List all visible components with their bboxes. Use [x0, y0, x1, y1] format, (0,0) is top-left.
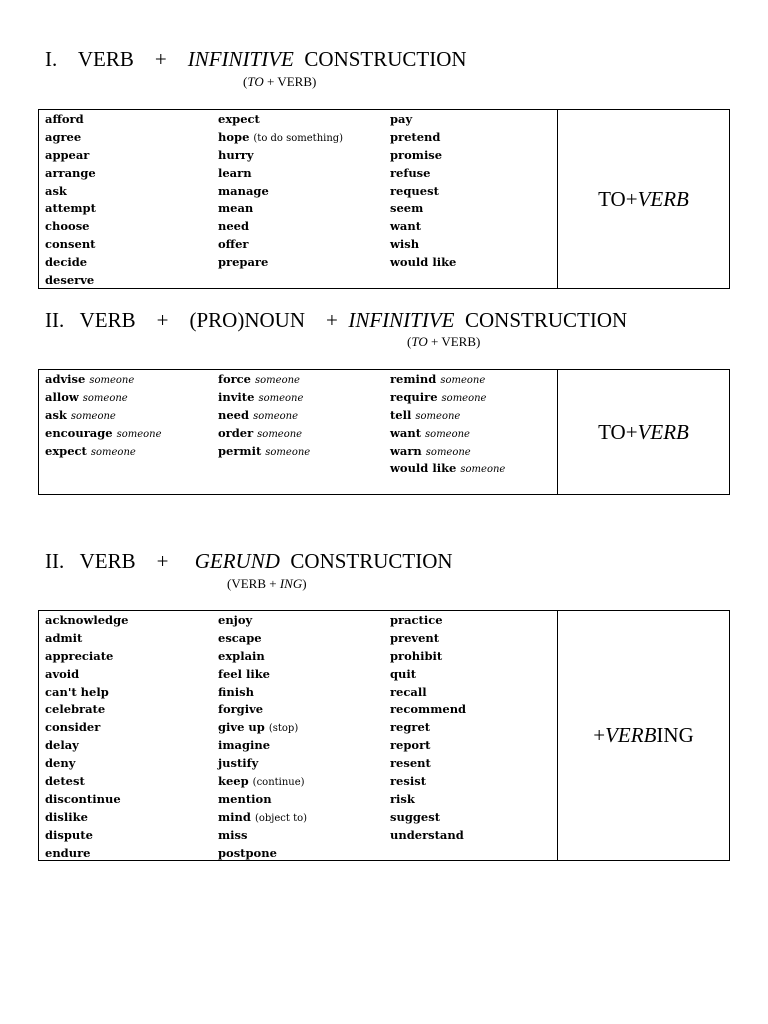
section1-plus: +: [154, 47, 167, 71]
section2-construction: CONSTRUCTION: [464, 308, 628, 332]
verb-list-item: [45, 165, 96, 183]
verb-list-item: [45, 254, 96, 272]
verb-word: expect: [218, 112, 260, 126]
verb-note: someone: [441, 392, 487, 404]
verb-list-item: [45, 183, 96, 201]
verb-list-item: [45, 129, 96, 147]
verb-list-item: [45, 755, 128, 773]
verb-list-item: [45, 701, 128, 719]
verb-word: encourage: [45, 425, 113, 440]
verb-list-item: [390, 827, 466, 845]
verb-list-item: [218, 147, 343, 165]
verb-note: someone: [425, 428, 470, 440]
verb-list-item: [45, 389, 162, 407]
verb-word: decide: [45, 255, 88, 270]
verb-note: someone: [253, 410, 298, 422]
verb-word: hope: [218, 129, 250, 144]
verb-list-item: [45, 684, 128, 702]
verb-word: want: [390, 219, 422, 234]
formula-plus: +: [593, 723, 606, 747]
verb-word: allow: [45, 389, 79, 404]
verb-word: forgive: [218, 702, 264, 717]
verb-word: prevent: [390, 630, 440, 645]
verb-word: dispute: [45, 827, 93, 842]
verb-word: resist: [390, 774, 427, 789]
verb-word: delay: [45, 738, 79, 753]
section1-sub-open: (: [243, 74, 248, 89]
verb-word: explain: [218, 648, 265, 663]
verb-list-item: [390, 737, 466, 755]
verb-word: imagine: [218, 738, 271, 753]
verb-list-item: [390, 719, 466, 737]
section2-plus-2: +: [325, 308, 338, 332]
verb-list-item: [218, 200, 343, 218]
verb-word: recall: [390, 684, 427, 699]
verb-word: seem: [390, 201, 424, 216]
verb-list-item: [390, 630, 466, 648]
verb-list-item: [45, 236, 96, 254]
verb-word: deserve: [45, 273, 95, 288]
verb-list-item: [45, 200, 96, 218]
formula-verb: VERB: [637, 186, 689, 211]
verb-word: afford: [45, 112, 84, 126]
verb-list-item: [218, 666, 307, 684]
verb-word: learn: [218, 165, 252, 180]
section1-column-2: [218, 111, 343, 272]
section2-column-3: [390, 371, 505, 478]
verb-word: dislike: [45, 809, 88, 824]
verb-list-item: [390, 684, 466, 702]
verb-word: acknowledge: [45, 613, 129, 627]
verb-list-item: [218, 791, 307, 809]
verb-note: someone: [116, 428, 162, 440]
verb-list-item: [218, 827, 307, 845]
section3-gerund: GERUND: [194, 549, 280, 573]
verb-word: hurry: [218, 147, 254, 162]
verb-word: want: [390, 425, 422, 440]
section3-sub-open: (VERB +: [227, 576, 280, 591]
verb-word: need: [218, 407, 250, 422]
verb-word: mind: [218, 809, 251, 824]
verb-word: celebrate: [45, 702, 106, 717]
verb-word: choose: [45, 219, 90, 234]
verb-list-item: [218, 737, 307, 755]
verb-list-item: [45, 407, 162, 425]
verb-word: ask: [45, 183, 67, 198]
section1-subheading: [243, 75, 316, 88]
verb-list-item: [390, 254, 456, 272]
verb-word: prohibit: [390, 648, 443, 663]
verb-word: require: [390, 389, 438, 404]
verb-word: agree: [45, 129, 82, 144]
verb-list-item: [218, 755, 307, 773]
verb-list-item: [390, 809, 466, 827]
verb-word: force: [218, 372, 251, 386]
verb-word: regret: [390, 720, 431, 735]
section2-column-1: [45, 371, 162, 460]
formula-verb: VERB: [637, 419, 689, 444]
verb-word: attempt: [45, 201, 96, 216]
verb-list-item: [390, 791, 466, 809]
section2-plus: +: [156, 308, 169, 332]
verb-word: practice: [390, 613, 443, 627]
verb-word: resent: [390, 756, 431, 771]
verb-note: someone: [425, 446, 471, 458]
verb-note: (object to): [254, 812, 308, 824]
verb-word: warn: [390, 443, 422, 458]
verb-list-item: [390, 666, 466, 684]
verb-list-item: [218, 648, 307, 666]
verb-list-item: [390, 701, 466, 719]
verb-word: mention: [218, 791, 272, 806]
verb-list-item: [218, 165, 343, 183]
verb-word: endure: [45, 845, 91, 860]
verb-list-item: [390, 389, 505, 407]
verb-list-item: [45, 719, 128, 737]
section2-sub-to: TO: [411, 334, 428, 349]
verb-list-item: [218, 612, 307, 630]
verb-note: someone: [89, 375, 135, 386]
section2-pronoun: (PRO)NOUN: [189, 308, 305, 332]
verb-word: keep: [218, 774, 249, 789]
verb-list-item: [390, 755, 466, 773]
verb-note: someone: [265, 446, 311, 458]
verb-list-item: [45, 218, 96, 236]
verb-word: manage: [218, 183, 269, 198]
formula-plus: +: [625, 419, 638, 444]
verb-word: consent: [45, 237, 96, 252]
verb-list-item: [390, 460, 505, 478]
verb-note: someone: [257, 428, 303, 440]
verb-list-item: [218, 236, 343, 254]
verb-word: promise: [390, 147, 443, 162]
verb-word: offer: [218, 237, 249, 252]
verb-word: remind: [390, 372, 437, 386]
verb-word: recommend: [390, 702, 467, 717]
section1-column-1: [45, 111, 96, 290]
verb-note: someone: [90, 446, 136, 458]
section3-construction: CONSTRUCTION: [290, 549, 453, 573]
verb-list-item: [45, 425, 162, 443]
section2-subheading: [407, 335, 480, 348]
verb-list-item: [218, 809, 307, 827]
verb-word: tell: [390, 407, 412, 422]
verb-list-item: [390, 371, 505, 389]
section2-infinitive: INFINITIVE: [348, 308, 455, 332]
verb-list-item: [390, 425, 505, 443]
section1-infinitive: INFINITIVE: [187, 47, 294, 71]
section3-heading: [45, 551, 453, 572]
verb-word: need: [218, 219, 250, 234]
verb-list-item: [218, 407, 310, 425]
section2-sub-open: (: [407, 334, 412, 349]
verb-word: understand: [390, 827, 464, 842]
verb-word: ask: [45, 407, 67, 422]
verb-word: suggest: [390, 809, 441, 824]
verb-list-item: [218, 129, 343, 147]
verb-list-item: [45, 827, 128, 845]
section1-number: I.: [45, 47, 58, 71]
verb-list-item: [218, 773, 307, 791]
verb-list-item: [218, 389, 310, 407]
verb-word: feel like: [218, 666, 270, 681]
verb-word: escape: [218, 630, 262, 645]
verb-word: miss: [218, 827, 248, 842]
verb-word: permit: [218, 443, 262, 458]
verb-list-item: [45, 666, 128, 684]
section3-column-3: [390, 612, 466, 845]
verb-list-item: [390, 612, 466, 630]
verb-word: pretend: [390, 129, 441, 144]
formula-to: TO: [598, 419, 626, 444]
verb-word: appreciate: [45, 648, 114, 663]
verb-list-item: [390, 218, 456, 236]
verb-list-item: [390, 648, 466, 666]
formula-verb: VERB: [605, 723, 657, 747]
section3-column-2: [218, 612, 307, 862]
verb-word: can't help: [45, 684, 109, 699]
formula-to: TO: [598, 186, 626, 211]
verb-list-item: [218, 701, 307, 719]
verb-list-item: [45, 272, 96, 290]
section1-column-3: [390, 111, 456, 272]
verb-word: would like: [390, 461, 457, 476]
section3-verb: VERB: [79, 549, 136, 573]
section1-table: [38, 109, 730, 289]
section1-sub-to: TO: [247, 74, 264, 89]
section3-sub-close: ): [302, 576, 307, 591]
verb-list-item: [218, 845, 307, 863]
verb-list-item: [390, 236, 456, 254]
verb-note: (continue): [252, 777, 305, 789]
verb-word: arrange: [45, 165, 96, 180]
verb-list-item: [218, 111, 343, 129]
verb-list-item: [45, 111, 96, 129]
verb-word: expect: [45, 443, 87, 458]
verb-word: admit: [45, 630, 83, 645]
verb-word: detest: [45, 774, 85, 789]
section3-column-1: [45, 612, 128, 862]
verb-list-item: [45, 371, 162, 389]
verb-list-item: [218, 684, 307, 702]
verb-list-item: [218, 371, 310, 389]
verb-word: wish: [390, 237, 420, 252]
section1-formula: [558, 110, 729, 288]
formula-ing: ING: [656, 723, 694, 747]
verb-list-item: [45, 737, 128, 755]
verb-word: would like: [390, 255, 457, 270]
section1-verb: VERB: [77, 47, 134, 71]
verb-word: discontinue: [45, 791, 121, 806]
verb-word: pay: [390, 112, 413, 126]
section2-heading: [45, 310, 627, 331]
section3-subheading: [227, 577, 307, 590]
verb-note: someone: [255, 375, 300, 386]
verb-note: someone: [258, 392, 304, 404]
section2-formula: [558, 370, 729, 494]
verb-word: report: [390, 738, 431, 753]
verb-list-item: [45, 791, 128, 809]
verb-note: someone: [70, 410, 116, 422]
verb-list-item: [218, 254, 343, 272]
verb-list-item: [390, 111, 456, 129]
verb-list-item: [218, 630, 307, 648]
verb-word: prepare: [218, 255, 269, 270]
verb-list-item: [45, 845, 128, 863]
verb-list-item: [390, 183, 456, 201]
verb-list-item: [390, 443, 505, 461]
section2-number: II.: [45, 308, 65, 332]
verb-note: someone: [82, 392, 128, 404]
verb-word: finish: [218, 684, 254, 699]
verb-list-item: [390, 165, 456, 183]
verb-list-item: [45, 612, 128, 630]
verb-word: give up: [218, 720, 265, 735]
verb-word: consider: [45, 720, 101, 735]
verb-list-item: [390, 200, 456, 218]
verb-list-item: [218, 425, 310, 443]
verb-note: (stop): [268, 723, 299, 735]
verb-list-item: [45, 809, 128, 827]
section3-plus: +: [156, 549, 169, 573]
verb-note: someone: [440, 375, 486, 386]
formula-plus: +: [625, 186, 638, 211]
verb-list-item: [390, 773, 466, 791]
verb-list-item: [45, 443, 162, 461]
verb-note: someone: [415, 410, 461, 422]
verb-word: postpone: [218, 845, 277, 860]
verb-word: enjoy: [218, 613, 253, 627]
section3-formula: [558, 611, 729, 860]
section3-table: [38, 610, 730, 861]
verb-list-item: [45, 648, 128, 666]
section3-sub-ing: ING: [279, 576, 303, 591]
section2-sub-rest: + VERB): [427, 334, 481, 349]
section1-construction: CONSTRUCTION: [304, 47, 467, 71]
verb-list-item: [45, 630, 128, 648]
verb-word: quit: [390, 666, 417, 681]
verb-word: appear: [45, 147, 90, 162]
verb-word: request: [390, 183, 439, 198]
verb-list-item: [218, 183, 343, 201]
verb-list-item: [218, 443, 310, 461]
verb-list-item: [45, 773, 128, 791]
verb-list-item: [390, 407, 505, 425]
verb-word: justify: [218, 756, 259, 771]
verb-list-item: [390, 147, 456, 165]
section2-verb: VERB: [79, 308, 136, 332]
verb-word: avoid: [45, 666, 80, 681]
section3-number: II.: [45, 549, 65, 573]
verb-note: someone: [460, 464, 506, 476]
verb-word: invite: [218, 389, 255, 404]
verb-list-item: [390, 129, 456, 147]
verb-note: (to do something): [253, 132, 344, 144]
verb-word: advise: [45, 372, 86, 386]
section1-heading: [45, 49, 467, 70]
verb-word: deny: [45, 756, 76, 771]
section2-column-2: [218, 371, 310, 460]
verb-word: risk: [390, 791, 415, 806]
verb-word: refuse: [390, 165, 431, 180]
verb-list-item: [218, 719, 307, 737]
verb-list-item: [218, 218, 343, 236]
section2-table: [38, 369, 730, 495]
verb-list-item: [45, 147, 96, 165]
verb-word: mean: [218, 201, 254, 216]
section1-sub-rest: + VERB): [263, 74, 317, 89]
verb-word: order: [218, 425, 254, 440]
